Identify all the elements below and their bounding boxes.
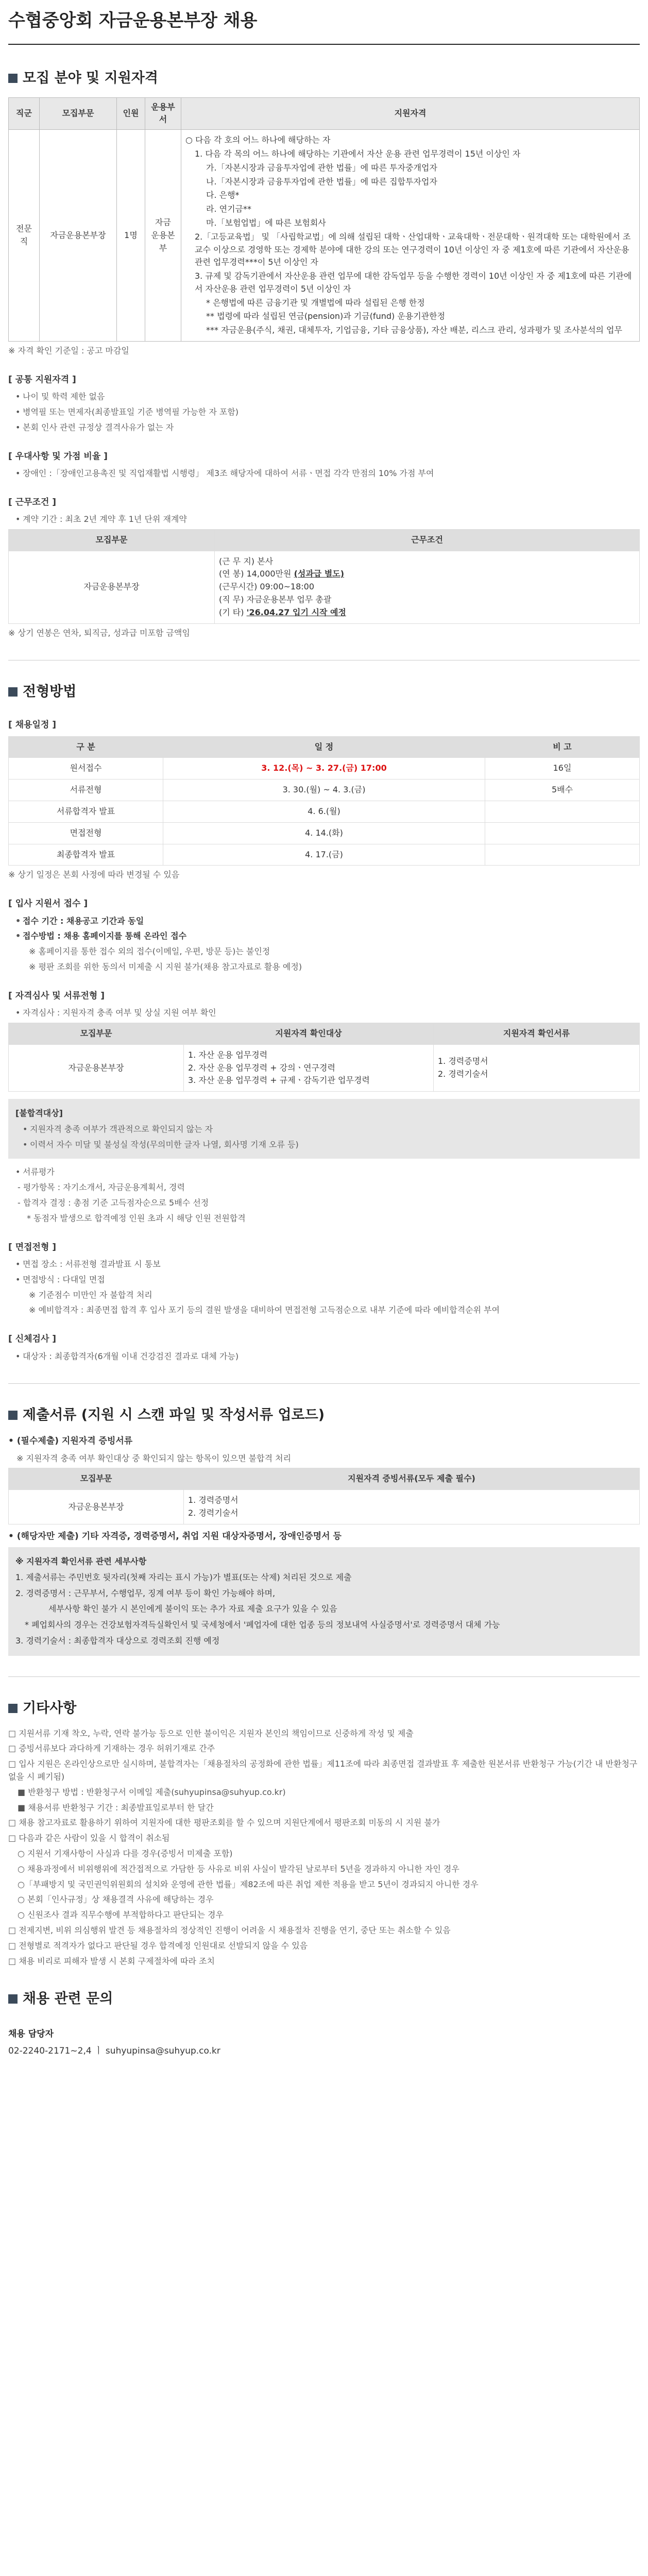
misc-item: ○ 신원조사 결과 직무수행에 부적합하다고 판단되는 경우 xyxy=(18,1910,224,1920)
eval-line: - 합격자 결정 : 총점 기준 고득점자순으로 5배수 선정 xyxy=(18,1198,209,1208)
list-item: • 병역필 또는 면제자(최종발표일 기준 병역필 가능한 자 포함) xyxy=(15,406,640,419)
sched-n: 5배수 xyxy=(485,779,640,801)
misc-list xyxy=(8,1727,640,1968)
apply-title: [ 입사 지원서 접수 ] xyxy=(8,899,88,909)
th-cond-dept: 모집부문 xyxy=(9,529,215,551)
cond-line: (근 무 지) 본사 xyxy=(219,556,274,566)
list-item: • 면접방식 : 다대일 면접 xyxy=(15,1274,640,1286)
table-row xyxy=(9,822,640,844)
review-list xyxy=(8,1007,640,1020)
square-bullet-icon xyxy=(8,1704,18,1713)
sched-note: ※ 상기 일정은 본회 사정에 따라 변경될 수 있음 xyxy=(8,870,180,880)
req-line: 다. 은행* xyxy=(206,190,240,200)
apply-list xyxy=(8,915,640,943)
docs-table xyxy=(8,1468,640,1524)
docs-detail-box xyxy=(8,1547,640,1656)
fail-box xyxy=(8,1099,640,1159)
review-doc: 2. 경력기술서 xyxy=(438,1069,488,1079)
interview-note: ※ 예비합격자 : 최종면접 합격 후 입사 포기 등의 결원 발생을 대비하여 면접전형 고득점순으로 내부 기준에 따라 예비합격순위 부여 xyxy=(29,1305,500,1315)
sched-k: 면접전형 xyxy=(9,822,163,844)
th-cond: 근무조건 xyxy=(215,529,640,551)
th-count: 인원 xyxy=(117,97,145,130)
list-item: • 이력서 자수 미달 및 불성실 작성(무의미한 글자 나열, 회사명 기재 오류 등) xyxy=(23,1139,633,1151)
docs-detail: * 폐업회사의 경우는 건강보험자격득실확인서 및 국세청에서 '폐업자에 대한 업종 등의 정보내역 사실증명서'로 경력증명서 대체 가능 xyxy=(25,1620,500,1630)
common-title: [ 공통 지원자격 ] xyxy=(8,374,76,385)
pref-title: [ 우대사항 및 가점 비율 ] xyxy=(8,451,108,462)
th-unit: 운용부서 xyxy=(145,97,181,130)
req-line: ** 법령에 따라 설립된 연금(pension)과 기금(fund) 운용기관한정 xyxy=(206,311,446,321)
sched-n: 16일 xyxy=(485,758,640,779)
docs-list xyxy=(184,1490,640,1524)
req-line: 라. 연기금** xyxy=(206,204,251,214)
docs-detail: 세부사항 확인 불가 시 본인에게 불이익 또는 추가 자료 제출 요구가 있을 수 있음 xyxy=(48,1604,337,1614)
review-target: 1. 자산 운용 업무경력 xyxy=(188,1049,268,1060)
cond-start: '26.04.27 입기 시작 예정 xyxy=(246,607,346,617)
eval-line: - 평가항목 : 자기소개서, 자금운용계획서, 경력 xyxy=(18,1182,185,1193)
section-heading-contact xyxy=(8,1988,640,2010)
apply-note: ※ 평판 조회를 위한 동의서 미제출 시 지원 불가(채용 참고자료로 활용 예정) xyxy=(29,961,302,972)
square-bullet-icon xyxy=(8,1411,18,1420)
misc-item: □ 다음과 같은 사람이 있을 시 합격이 취소됨 xyxy=(8,1833,170,1843)
doc-item: 2. 경력기술서 xyxy=(188,1507,238,1518)
cond-line xyxy=(219,568,635,581)
cell-group: 전문직 xyxy=(9,130,40,342)
opt-docs-title: • (해당자만 제출) 기타 자격증, 경력증명서, 취업 지원 대상자증명서, 장애인증명서 등 xyxy=(8,1531,342,1541)
list-item: • 지원자격 충족 여부가 객관적으로 확인되지 않는 자 xyxy=(23,1123,633,1136)
cell-dept: 자금운용본부장 xyxy=(40,130,117,342)
cond-perf: (성과급 별도) xyxy=(294,569,345,579)
final-list xyxy=(8,1350,640,1363)
review-docs xyxy=(434,1044,640,1091)
section-heading-process xyxy=(8,681,640,703)
cond-dept: 자금운용본부장 xyxy=(9,551,215,623)
sched-n xyxy=(485,801,640,823)
req-line: 나.「자본시장과 금융투자업에 관한 법률」에 따른 집합투자업자 xyxy=(206,176,437,187)
misc-item: □ 채용 비리로 피해자 발생 시 본회 구제절차에 따라 조치 xyxy=(8,1956,215,1966)
misc-item: □ 전제지변, 비위 의심행위 발견 등 채용절차의 정상적인 진행이 어려울 시 채용절차 진행을 연기, 중단 또는 취소할 수 있음 xyxy=(8,1925,451,1936)
th-sched-k: 구 분 xyxy=(9,736,163,758)
req-line: ○ 다음 각 호의 어느 하나에 해당하는 자 xyxy=(185,135,331,145)
table-row xyxy=(9,801,640,823)
req-line: 마.「보험업법」에 따른 보험회사 xyxy=(206,217,326,228)
cond-salary: (연 봉) 14,000만원 xyxy=(219,569,294,579)
sched-v: 3. 12.(목) ~ 3. 27.(금) 17:00 xyxy=(163,758,485,779)
divider xyxy=(8,1383,640,1384)
interview-list xyxy=(8,1258,640,1286)
misc-item: ○ 본회「인사규정」상 채용결격 사유에 해당하는 경우 xyxy=(18,1894,214,1905)
doc-item: 1. 경력증명서 xyxy=(188,1495,238,1505)
th-review-dept: 모집부문 xyxy=(9,1023,184,1044)
misc-item: ○ 채용과정에서 비위행위에 적간접적으로 가담한 등 사유로 비위 사실이 발각된 날로부터 5년을 경과하지 아니한 자인 경우 xyxy=(18,1863,459,1874)
section-heading-text: 모집 분야 및 지원자격 xyxy=(23,70,158,86)
docs-detail: 2. 경력증명서 : 근무부서, 수행업무, 징계 여부 등이 확인 가능해야 하며, xyxy=(15,1588,276,1598)
common-list xyxy=(8,391,640,434)
th-docs: 지원자격 증빙서류(모두 제출 필수) xyxy=(184,1468,640,1490)
req-line: *** 자금운용(주식, 채권, 대체투자, 기업금융, 기타 금융상품), 자산 배분, 리스크 관리, 성과평가 및 조사분석의 업무 xyxy=(206,325,622,335)
criteria-note: ※ 자격 확인 기준일 : 공고 마감일 xyxy=(8,346,129,356)
th-group: 직군 xyxy=(9,97,40,130)
page-title: 수협중앙회 자금운용본부장 채용 xyxy=(8,0,640,45)
list-item: • 장애인 :「장애인고용촉진 및 직업재활법 시행령」 제3조 해당자에 대하여 서류ㆍ면접 각각 만점의 10% 가점 부여 xyxy=(15,467,640,480)
eval-line: * 동점자 발생으로 합격예정 인원 초과 시 해당 인원 전원합격 xyxy=(27,1213,246,1223)
misc-item: □ 증빙서류보다 과다하게 기재하는 경우 허위기재로 간주 xyxy=(8,1743,215,1754)
th-review-target: 지원자격 확인대상 xyxy=(184,1023,434,1044)
list-item: • 자격심사 : 지원자격 충족 여부 및 상실 지원 여부 확인 xyxy=(15,1007,640,1020)
th-sched-n: 비 고 xyxy=(485,736,640,758)
cond-table xyxy=(8,529,640,624)
cell-count: 1명 xyxy=(117,130,145,342)
req-line: 가.「자본시장과 금융투자업에 관한 법률」에 따른 투자중개업자 xyxy=(206,162,437,173)
interview-title: [ 면접전형 ] xyxy=(8,1242,57,1252)
table-row xyxy=(9,844,640,866)
section-heading-text: 제출서류 (지원 시 스캔 파일 및 작성서류 업로드) xyxy=(23,1407,325,1423)
misc-item: □ 지원서류 기재 착오, 누락, 연락 불가능 등으로 인한 불이익은 지원자 본인의 책임이므로 신중하게 작성 및 제출 xyxy=(8,1728,414,1738)
list-item: • 본회 인사 관련 규정상 결격사유가 없는 자 xyxy=(15,421,640,434)
req-docs-note: ※ 지원자격 충족 여부 확인대상 중 확인되지 않는 항목이 있으면 불합격 처리 xyxy=(16,1453,292,1463)
review-dept: 자금운용본부장 xyxy=(9,1044,184,1091)
docs-detail: 1. 제출서류는 주민번호 뒷자리(첫째 자리는 표시 가능)가 별표(또는 삭제) 처리된 것으로 제출 xyxy=(15,1572,352,1582)
list-item: • 서류평가 xyxy=(15,1166,640,1179)
docs-dept: 자금운용본부장 xyxy=(9,1490,184,1524)
section-heading-text: 채용 관련 문의 xyxy=(23,1991,113,2007)
sched-k: 서류전형 xyxy=(9,779,163,801)
square-bullet-icon xyxy=(8,687,18,697)
review-table xyxy=(8,1023,640,1092)
req-docs-title: • (필수제출) 지원자격 증빙서류 xyxy=(8,1436,133,1447)
eval-list xyxy=(8,1166,640,1179)
divider xyxy=(8,1676,640,1677)
list-item: • 나이 및 학력 제한 없음 xyxy=(15,391,640,403)
docs-detail: 3. 경력기술서 : 최종합격자 대상으로 경력조회 진행 예정 xyxy=(15,1636,220,1646)
section-heading-docs xyxy=(8,1404,640,1426)
apply-note: ※ 홈페이지를 통한 접수 외의 접수(이메일, 우편, 방문 등)는 불인정 xyxy=(29,946,270,957)
table-row xyxy=(9,779,640,801)
review-targets xyxy=(184,1044,434,1091)
sched-v: 3. 30.(월) ~ 4. 3.(금) xyxy=(163,779,485,801)
pref-list xyxy=(8,467,640,480)
square-bullet-icon xyxy=(8,1994,18,2004)
sched-k: 최종합격자 발표 xyxy=(9,844,163,866)
recruit-table xyxy=(8,97,640,342)
cond-line: (직 무) 자금운용본부 업무 총괄 xyxy=(219,595,332,605)
misc-item: ○「부패방지 및 국민권익위원회의 설치와 운영에 관한 법률」제82조에 따른 취업 제한 적용을 받고 5년이 경과되지 아니한 경우 xyxy=(18,1879,479,1889)
misc-item: □ 전형별로 적격자가 없다고 판단될 경우 합격예정 인원대로 선발되지 않을 수 있음 xyxy=(8,1940,308,1951)
interview-note: ※ 기준점수 미만인 자 불합격 처리 xyxy=(29,1290,152,1300)
contact-title: 채용 담당자 xyxy=(8,2029,54,2040)
review-target: 3. 자산 운용 업무경력 + 규제ㆍ감독기관 업무경력 xyxy=(188,1075,370,1086)
req-line: 3. 규제 및 감독기관에서 자산운용 관련 업무에 대한 감독업무 등을 수행한 경력이 10년 이상인 자 중 제1호에 따른 기관에서 자산운용 관련 업무경력이 5년 이상인 자 xyxy=(195,271,632,294)
th-dept: 모집부문 xyxy=(40,97,117,130)
interview-notes xyxy=(8,1289,640,1317)
sched-k: 서류합격자 발표 xyxy=(9,801,163,823)
list-item: • 계약 기간 : 최초 2년 계약 후 1년 단위 재계약 xyxy=(15,513,640,526)
sched-k: 원서접수 xyxy=(9,758,163,779)
final-title: [ 신체검사 ] xyxy=(8,1334,57,1345)
section-heading-text: 기타사항 xyxy=(23,1700,77,1716)
th-req: 지원자격 xyxy=(181,97,640,130)
cond-line: (근무시간) 09:00~18:00 xyxy=(219,582,315,592)
misc-item: ■ 채용서류 반환청구 기간 : 최종발표일로부터 한 달간 xyxy=(18,1802,214,1812)
cond-detail xyxy=(215,551,640,623)
docs-detail-title: ※ 지원자격 확인서류 관련 세부사항 xyxy=(15,1556,147,1567)
review-doc: 1. 경력증명서 xyxy=(438,1056,488,1066)
cond-etc: (기 타) xyxy=(219,607,247,617)
misc-item: □ 입사 지원은 온라인상으로만 실시하며, 불합격자는「채용절차의 공정화에 관한 법률」제11조에 따라 최종면접 결과발표 후 제출한 원본서류 반환청구 가능(기간 내 반환청구 없을 시 폐기됨) xyxy=(8,1759,638,1782)
sched-v: 4. 6.(월) xyxy=(163,801,485,823)
misc-item: □ 채용 참고자료로 활용하기 위하여 지원자에 대한 평판조회를 할 수 있으며 지원단계에서 평판조회 미동의 시 지원 불가 xyxy=(8,1818,440,1828)
cond-list xyxy=(8,513,640,526)
section-heading-recruit xyxy=(8,67,640,89)
list-item: • 접수방법 : 채용 홈페이지를 통해 온라인 접수 xyxy=(15,930,640,943)
req-line: 2.「고등교육법」 및 「사립학교법」에 의해 설립된 대학ㆍ산업대학ㆍ교육대학ㆍ전문대학ㆍ원격대학 또는 대학원에서 조교수 이상으로 경영학 또는 경제학 분야에 대한 강의 또는 연구경력이 10년 이상인 자 중 제1호에 따른 기관에서 자산운용 관련 업무경력***이 5년 이상인 자 xyxy=(195,231,631,267)
eval-details xyxy=(8,1181,640,1225)
apply-notes xyxy=(8,945,640,974)
schedule-table xyxy=(8,736,640,866)
cond-note: ※ 상기 연봉은 연차, 퇴직금, 성과급 미포함 금액임 xyxy=(8,628,190,638)
list-item: • 대상자 : 최종합격자(6개월 이내 건강검진 결과로 대체 가능) xyxy=(15,1350,640,1363)
sched-title: [ 채용일정 ] xyxy=(8,720,57,731)
sched-n xyxy=(485,844,640,866)
section-heading-misc xyxy=(8,1698,640,1719)
misc-item: ○ 지원서 기재사항이 사실과 다를 경우(증빙서 미제출 포함) xyxy=(18,1849,233,1859)
sched-n xyxy=(485,822,640,844)
cond-line xyxy=(219,606,635,619)
misc-item: ■ 반환청구 방법 : 반환청구서 이메일 제출(suhyupinsa@suhyup.co.kr) xyxy=(18,1787,286,1797)
fail-title: [불합격대상] xyxy=(15,1108,63,1118)
req-line: 1. 다음 각 목의 어느 하나에 해당하는 기관에서 자산 운용 관련 업무경력이 15년 이상인 자 xyxy=(195,148,521,159)
table-row xyxy=(9,758,640,779)
cond-title: [ 근무조건 ] xyxy=(8,497,57,507)
section-heading-text: 전형방법 xyxy=(23,684,77,700)
th-docs-dept: 모집부문 xyxy=(9,1468,184,1490)
th-sched-v: 일 정 xyxy=(163,736,485,758)
th-review-docs: 지원자격 확인서류 xyxy=(434,1023,640,1044)
list-item: • 접수 기간 : 채용공고 기간과 동일 xyxy=(15,915,640,928)
cell-unit: 자금 운용본부 xyxy=(145,130,181,342)
fail-list xyxy=(15,1123,633,1151)
list-item: • 면접 장소 : 서류전형 결과발표 시 통보 xyxy=(15,1258,640,1271)
req-line: * 은행법에 따른 금융기관 및 개별법에 따라 설립된 은행 한정 xyxy=(206,297,425,308)
sched-v: 4. 14.(화) xyxy=(163,822,485,844)
review-title: [ 자격심사 및 서류전형 ] xyxy=(8,990,105,1001)
review-target: 2. 자산 운용 업무경력 + 강의ㆍ연구경력 xyxy=(188,1062,335,1073)
contact-info: 02-2240-2171~2,4 ㅣ suhyupinsa@suhyup.co.kr xyxy=(8,2045,220,2056)
square-bullet-icon xyxy=(8,74,18,83)
sched-v: 4. 17.(금) xyxy=(163,844,485,866)
cell-requirements xyxy=(181,130,640,342)
